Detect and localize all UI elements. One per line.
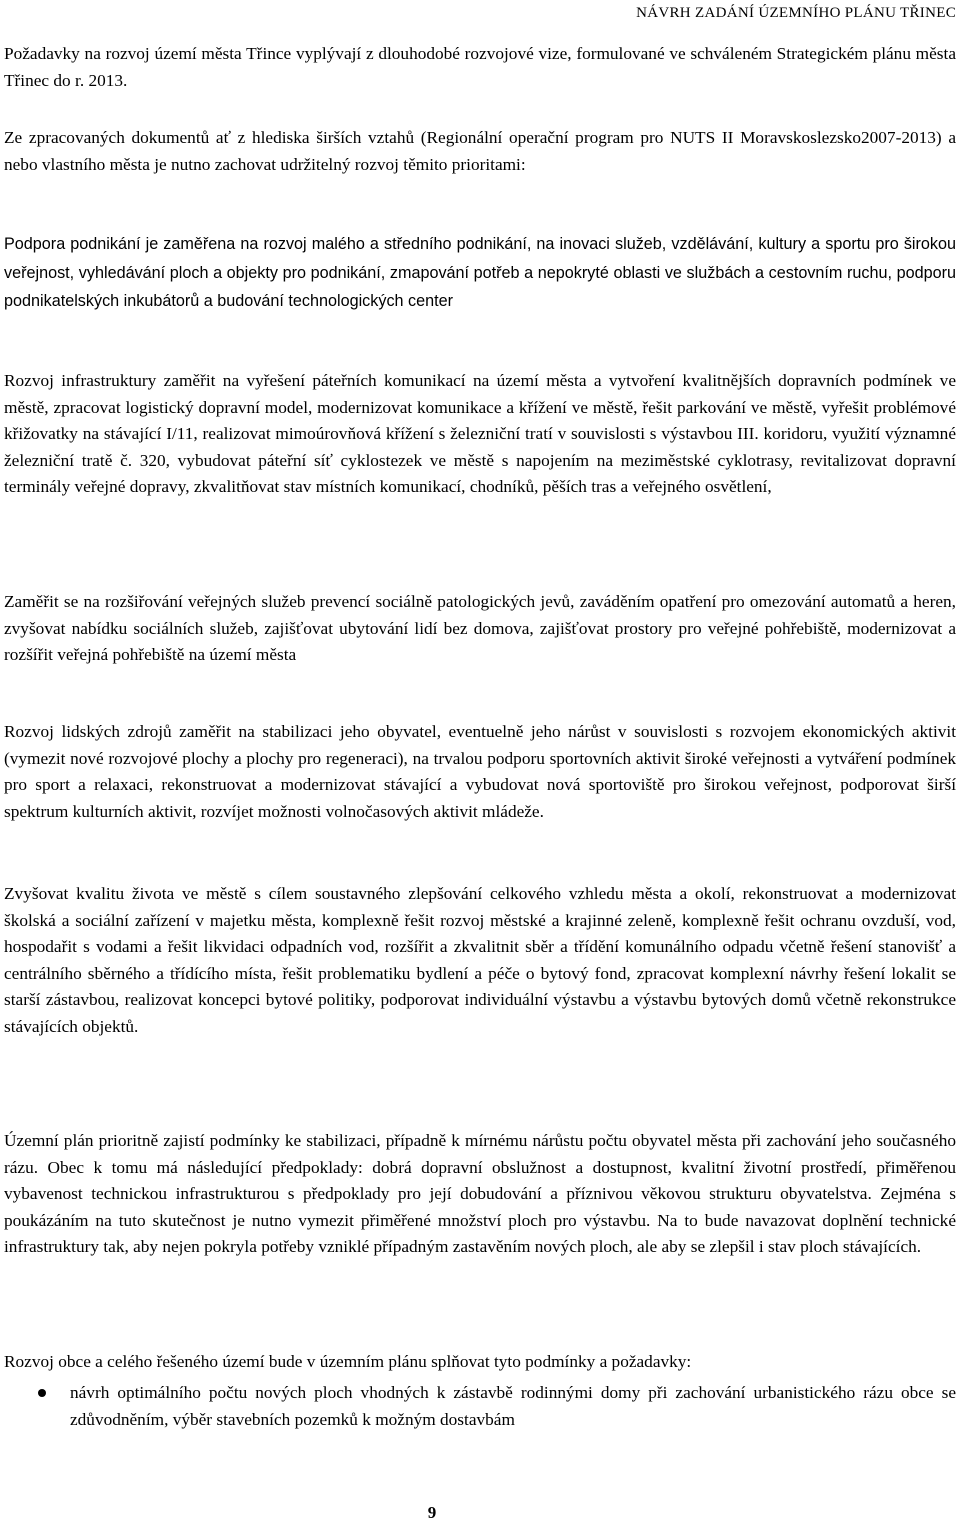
paragraph-infrastructure: Rozvoj infrastruktury zaměřit na vyřešení páteřních komunikací na území města a vytvoření kvalitnějších dopravních podmínek ve městě, zpracovat logistický dopravní model, modernizovat komunikace a křížení ve městě, řešit parkování ve městě, vyřešit problémové křižovatky na stávající I/11, realizovat mimoúrovňová křížení s železniční tratí v souvislosti s výstavbou III. koridoru, využití významné železniční tratě č. 320, vybudovat páteřní síť cyklostezek ve městě s napojením na meziměstské cyklotrasy, revitalizovat dopravní terminály veřejné dopravy, zkvalitňovat stav místních komunikací, chodníků, pěších tras a veřejného osvětlení, bbox=[4, 371, 956, 497]
list-item-text: návrh optimálního počtu nových ploch vhodných k zástavbě rodinnými domy při zachování urbanistického rázu obce se zdůvodněním, výběr stavebních pozemků k možným dostavbám bbox=[70, 1383, 956, 1429]
paragraph-conditions-intro: Rozvoj obce a celého řešeného území bude v územním plánu splňovat tyto podmínky a požadavky: bbox=[4, 1352, 692, 1371]
bullet-icon bbox=[38, 1389, 46, 1397]
paragraph-public-services: Zaměřit se na rozšiřování veřejných služeb prevencí sociálně patologických jevů, zaváděním opatření pro omezování automatů a heren, zvyšovat nabídku sociálních služeb, zajišťovat ubytování lidí bez domova, zajišťovat prostory pro veřejné pohřebiště, modernizovat a rozšířit veřejná pohřebiště na území města bbox=[4, 592, 956, 665]
requirements-list bbox=[4, 1380, 956, 1433]
list-item bbox=[4, 1380, 956, 1433]
paragraph-quality-of-life: Zvyšovat kvalitu života ve městě s cílem soustavného zlepšování celkového vzhledu města a okolí, rekonstruovat a modernizovat školská a sociální zařízení v majetku města, komplexně řešit rozvoj městské a krajinné zeleně, komplexně řešit ochranu ovzduší, vod, hospodařit s vodami a řešit likvidaci odpadních vod, rozšířit a zkvalitnit sběr a třídění komunálního odpadu včetně řešení stanovišť a centrálního sběrného a třídícího místa, řešit problematiku bydlení a péče o bytový fond, zpracovat komplexní návrhy řešení lokalit se starší zástavbou, realizovat koncepci bytové politiky, podporovat individuální výstavbu a výstavbu bytových domů včetně rekonstrukce stávajících objektů. bbox=[4, 884, 956, 1036]
document-page bbox=[4, 0, 956, 1522]
paragraph-priorities-intro: Ze zpracovaných dokumentů ať z hlediska širších vztahů (Regionální operační program pro NUTS II Moravskoslezsko2007-2013) a nebo vlastního města je nutno zachovat udržitelný rozvoj těmito prioritami: bbox=[4, 128, 956, 174]
paragraph-human-resources: Rozvoj lidských zdrojů zaměřit na stabilizaci jeho obyvatel, eventuelně jeho nárůst v souvislosti s rozvojem ekonomických aktivit (vymezit nové rozvojové plochy a plochy pro regeneraci), na trvalou podporu sportovních aktivit široké veřejnosti a vytváření podmínek pro sport a relaxaci, rekonstruovat a modernizovat stávající a vybudovat nová sportoviště pro širokou veřejnost, podporovat širší spektrum kulturních aktivit, rozvíjet možnosti volnočasových aktivit mládeže. bbox=[4, 722, 956, 821]
running-header: NÁVRH ZADÁNÍ ÚZEMNÍHO PLÁNU TŘINEC bbox=[636, 5, 956, 21]
paragraph-business-support: Podpora podnikání je zaměřena na rozvoj malého a středního podnikání, na inovaci služeb, vzdělávání, kultury a sportu pro širokou veřejnost, vyhledávání ploch a objekty pro podnikání, zmapování potřeb a nepokryté oblasti ve službách a cestovním ruchu, podporu podnikatelských inkubátorů a budování technologických center bbox=[4, 235, 956, 311]
paragraph-strategic-plan: Požadavky na rozvoj území města Třince vyplývají z dlouhodobé rozvojové vize, formulované ve schváleném Strategickém plánu města Třinec do r. 2013. bbox=[4, 44, 956, 90]
paragraph-land-use-plan: Územní plán prioritně zajistí podmínky ke stabilizaci, případně k mírnému nárůstu počtu obyvatel města při zachování jeho současného rázu. Obec k tomu má následující předpoklady: dobrá dopravní obslužnost a dostupnost, kvalitní životní prostředí, přiměřenou vybavenost technickou infrastrukturou s předpoklady pro její dobudování a příznivou věkovou strukturu obyvatelstva. Zejména s poukázáním na tuto skutečnost je nutno vymezit přiměřené množství ploch pro výstavbu. Na to bude navazovat doplnění technické infrastruktury tak, aby nejen pokryla potřeby vzniklé případným zastavěním nových ploch, ale aby se zlepšil i stav ploch stávajících. bbox=[4, 1131, 956, 1257]
page-number: 9 bbox=[427, 1503, 437, 1522]
